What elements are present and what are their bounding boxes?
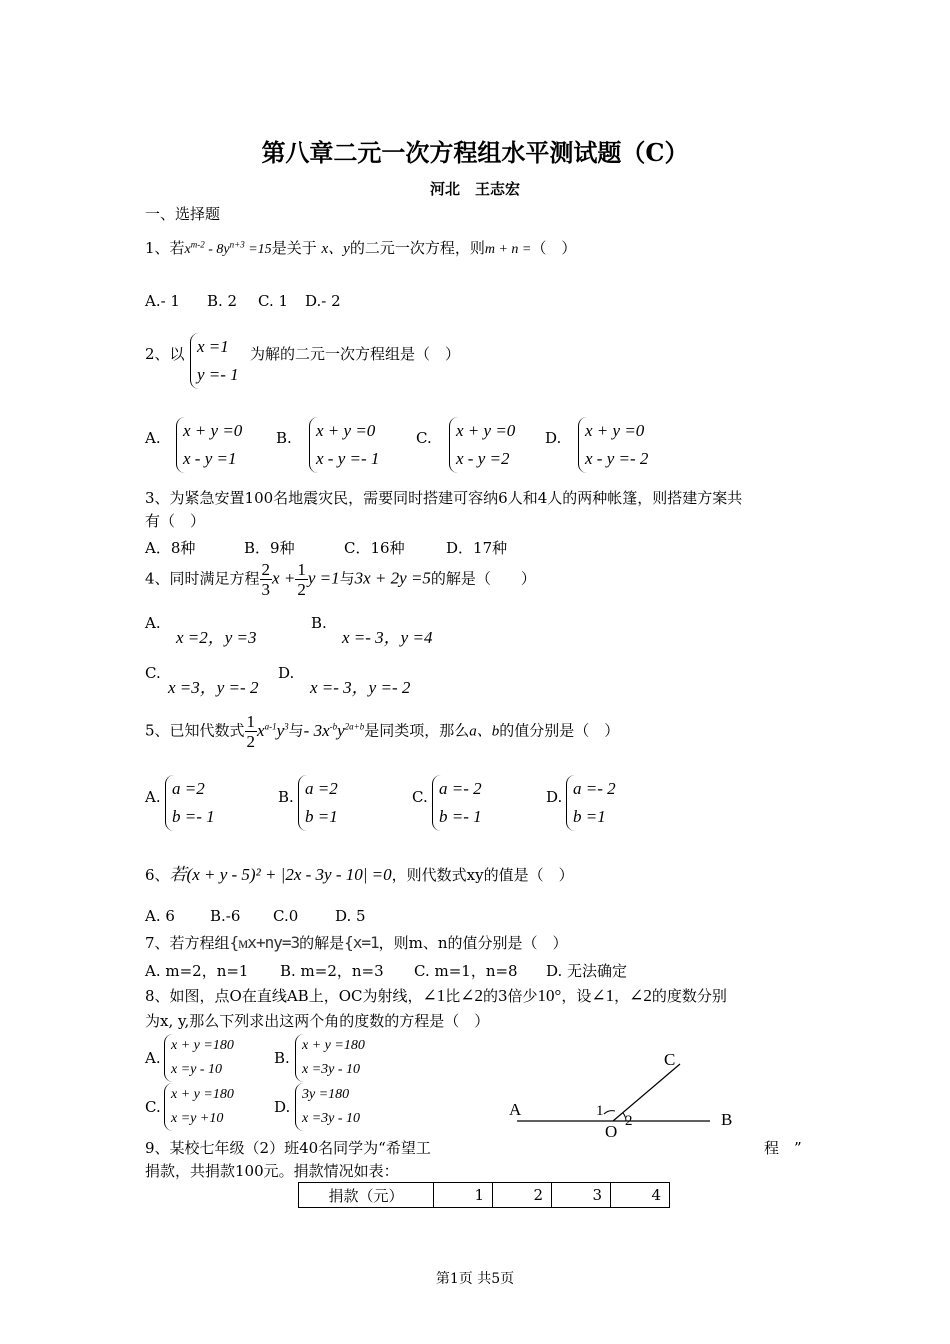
- label-angle-2: 2: [625, 1113, 633, 1129]
- table-row: [299, 1183, 670, 1208]
- donation-table: [298, 1182, 670, 1208]
- q3-option-c[interactable]: C．16种: [344, 539, 405, 557]
- q1-option-a[interactable]: A.- 1: [145, 292, 180, 310]
- question-3-line2: 有（ ）: [145, 512, 206, 530]
- q5-label-a: A.: [145, 788, 161, 806]
- q4-option-a[interactable]: x =2，y =3: [176, 628, 257, 647]
- q7-option-c[interactable]: C. m=1，n=8: [414, 962, 518, 980]
- label-c: C: [664, 1050, 676, 1069]
- q8-option-d[interactable]: 3y =180 x =3y - 10: [295, 1083, 360, 1131]
- q4-label-d: D.: [278, 664, 295, 682]
- table-cell: 4: [611, 1183, 670, 1208]
- q5-label-c: C.: [412, 788, 428, 806]
- label-angle-1: 1: [596, 1103, 604, 1119]
- q7-system-image: {ᴍx+ny=3: [229, 933, 300, 952]
- q2-given-system: x =1 y =- 1: [190, 333, 239, 389]
- question-9-line1-end: 程 ”: [764, 1139, 802, 1157]
- q2-option-c[interactable]: x + y =0 x - y =2: [449, 417, 515, 473]
- question-4: 4、同时满足方程 $\frac{2}{3}$ x + $\frac{1}{2}$ y =1与3x + 2y =5的解是（ ）: [145, 560, 536, 599]
- q4-label-b: B.: [311, 614, 327, 632]
- label-a: A: [509, 1100, 522, 1119]
- q5-option-d[interactable]: a =- 2 b =1: [566, 775, 616, 831]
- q7-option-a[interactable]: A. m=2，n=1: [145, 962, 249, 980]
- section-heading: 一、选择题: [145, 205, 221, 223]
- q5-option-a[interactable]: a =2 b =- 1: [165, 775, 215, 831]
- q8-label-c: C.: [145, 1098, 161, 1116]
- question-7: 7、若方程组{ᴍx+ny=3的解是{x=1，则m、n的值分别是（ ）: [145, 933, 568, 952]
- q8-option-b[interactable]: x + y =180 x =3y - 10: [295, 1034, 365, 1082]
- q2-label-c: C.: [416, 429, 432, 447]
- q6-option-d[interactable]: D. 5: [335, 907, 366, 925]
- q4-option-c[interactable]: x =3，y =- 2: [168, 678, 259, 697]
- angle-arc-1: [604, 1111, 615, 1114]
- table-cell: 3: [552, 1183, 611, 1208]
- q7-option-b[interactable]: B. m=2，n=3: [280, 962, 384, 980]
- q3-option-b[interactable]: B．9种: [244, 539, 295, 557]
- q6-option-b[interactable]: B.-6: [210, 907, 241, 925]
- question-5: 5、已知代数式 $\frac{1}{2}$ $x^{a-1}y^3$与- $3x^{-b}y^{2a+b}$是同类项，那么a、b的值分别是（ ）: [145, 712, 620, 751]
- label-b: B: [721, 1110, 733, 1129]
- angle-figure: [500, 1045, 750, 1145]
- table-cell: 1: [434, 1183, 493, 1208]
- q2-label-d: D.: [545, 429, 562, 447]
- q2-option-b[interactable]: x + y =0 x - y =- 1: [309, 417, 379, 473]
- question-3-line1: 3、为紧急安置100名地震灾民，需要同时搭建可容纳6人和4人的两种帐篷，则搭建方案共: [145, 489, 743, 507]
- table-cell: 2: [493, 1183, 552, 1208]
- question-9-line2: 捐款，共捐款100元。捐款情况如表：: [145, 1162, 399, 1180]
- page-title: 第八章二元一次方程组水平测试题（C）: [261, 138, 689, 167]
- q2-option-a[interactable]: x + y =0 x - y =1: [176, 417, 242, 473]
- question-2-prefix: 2、以: [145, 345, 185, 363]
- q1-option-b[interactable]: B. 2: [207, 292, 238, 310]
- question-2-text: 为解的二元一次方程组是（ ）: [250, 345, 461, 363]
- q4-label-a: A.: [145, 614, 161, 632]
- question-8-line1: 8、如图，点O在直线AB上，OC为射线，∠1比∠2的3倍少10°，设∠1，∠2的度数分别: [145, 986, 727, 1005]
- author: 河北 王志宏: [429, 180, 520, 198]
- q2-label-b: B.: [276, 429, 292, 447]
- q4-label-c: C.: [145, 664, 161, 682]
- q6-option-c[interactable]: C.0: [273, 907, 299, 925]
- question-6: 6、若(x + y - 5)² + |2x - 3y - 10| =0，则代数式xy的值是（ ）: [145, 865, 574, 884]
- question-8-line2: 为x, y,那么下列求出这两个角的度数的方程是（ ）: [145, 1012, 490, 1030]
- question-9-line1: 9、某校七年级（2）班40名同学为“希望工: [145, 1139, 431, 1157]
- q8-label-a: A.: [145, 1049, 161, 1067]
- table-header-cell: 捐款（元）: [299, 1183, 434, 1208]
- q3-option-d[interactable]: D．17种: [446, 539, 508, 557]
- q5-label-d: D.: [546, 788, 563, 806]
- question-1: 1、若$x^{m-2} - 8y^{n+3} =15$是关于 x、y的二元一次方程，则m + n =（ ）: [145, 239, 577, 257]
- q8-option-a[interactable]: x + y =180 x =y - 10: [164, 1034, 234, 1082]
- q4-option-b[interactable]: x =- 3，y =4: [342, 628, 433, 647]
- q1-option-d[interactable]: D.- 2: [305, 292, 341, 310]
- q3-option-a[interactable]: A．8种: [145, 539, 196, 557]
- q6-option-a[interactable]: A. 6: [145, 907, 175, 925]
- q7-solution-image: {x=1: [344, 933, 379, 952]
- q4-option-d[interactable]: x =- 3，y =- 2: [310, 678, 411, 697]
- q7-option-d[interactable]: D. 无法确定: [546, 962, 628, 980]
- ray-oc: [613, 1064, 680, 1121]
- label-o: O: [605, 1122, 618, 1141]
- q5-label-b: B.: [278, 788, 294, 806]
- q8-option-c[interactable]: x + y =180 x =y +10: [164, 1083, 234, 1131]
- q2-label-a: A.: [145, 429, 161, 447]
- q5-option-c[interactable]: a =- 2 b =- 1: [432, 775, 482, 831]
- page-footer: 第1页 共5页: [435, 1271, 515, 1287]
- q2-option-d[interactable]: x + y =0 x - y =- 2: [578, 417, 648, 473]
- q5-option-b[interactable]: a =2 b =1: [298, 775, 338, 831]
- q1-option-c[interactable]: C. 1: [258, 292, 289, 310]
- q8-label-b: B.: [274, 1049, 290, 1067]
- q8-label-d: D.: [274, 1098, 291, 1116]
